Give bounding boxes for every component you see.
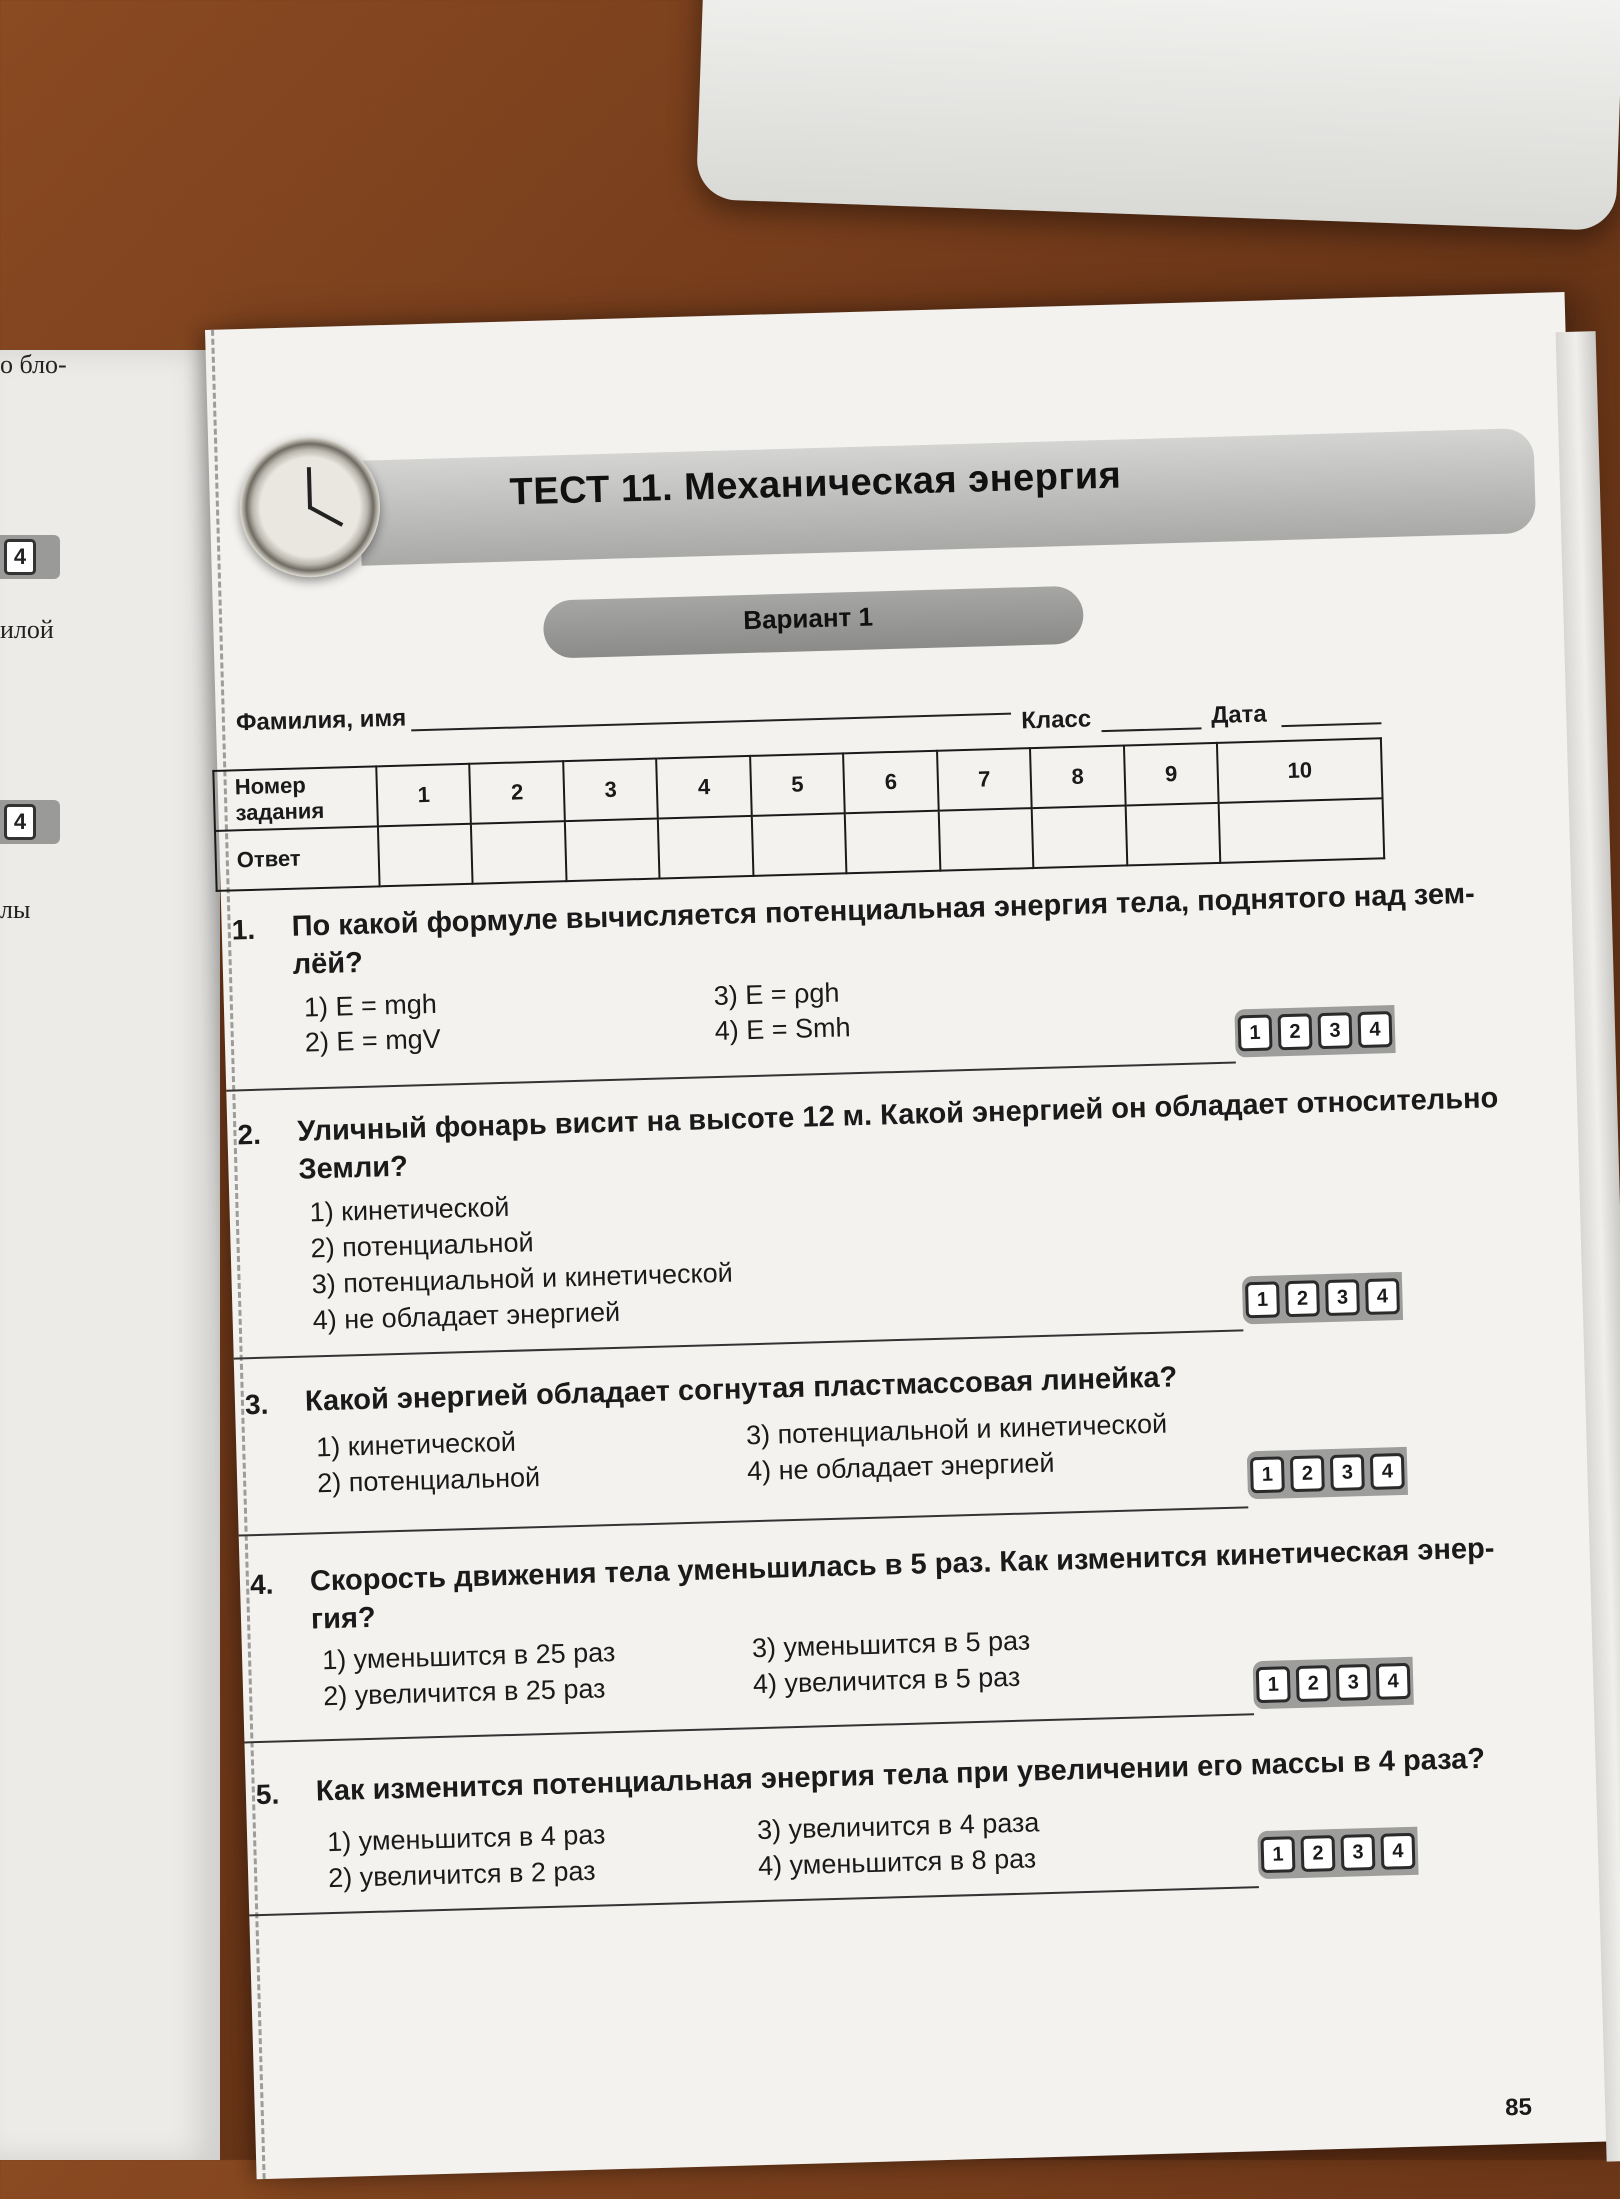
option: 4) не обладает энергией: [312, 1296, 621, 1336]
option: 2) увеличится в 2 раз: [327, 1855, 596, 1894]
task-number-cell: 9: [1124, 743, 1219, 806]
question-text: Уличный фонарь висит на высоте 12 м. Какой энергией он обладает относительно Земли?: [296, 1082, 1499, 1186]
question-text: По какой формуле вычисляется потенциальная энергия тела, поднятого над зем- лёй?: [291, 877, 1476, 981]
option: 2) увеличится в 25 раз: [322, 1673, 606, 1712]
separator: [239, 1506, 1249, 1536]
question-text: Как изменится потенциальная энергия тела при увеличении его массы в 4 раза?: [315, 1742, 1486, 1808]
answer-boxes[interactable]: 1 2 3 4: [1247, 1447, 1408, 1499]
answer-cell[interactable]: [658, 816, 753, 879]
task-number-cell: 4: [657, 756, 752, 819]
name-line[interactable]: [411, 713, 1011, 732]
task-number-cell: 5: [750, 753, 845, 816]
date-label: Дата: [1210, 700, 1268, 730]
question-number: 2.: [237, 1118, 262, 1151]
answer-cell[interactable]: [752, 813, 847, 876]
task-number-cell: 6: [843, 751, 938, 814]
separator: [244, 1713, 1254, 1743]
page-title: ТЕСТ 11. Механическая энергия: [509, 454, 1122, 514]
option: 2) E = mgV: [304, 1023, 442, 1058]
page-edge: [1556, 331, 1620, 2161]
option: 3) уменьшится в 5 раз: [751, 1625, 1031, 1664]
option: 1) уменьшится в 4 раз: [326, 1819, 606, 1858]
option: 4) уменьшится в 8 раз: [757, 1843, 1037, 1882]
class-line[interactable]: [1102, 727, 1202, 732]
left-fragment: о бло-: [0, 350, 67, 379]
variant-label: Вариант 1: [742, 601, 874, 636]
option: 4) не обладает энергией: [746, 1447, 1055, 1487]
task-number-cell: 1: [376, 764, 471, 827]
option: 3) потенциальной и кинетической: [311, 1257, 734, 1300]
option: 3) потенциальной и кинетической: [745, 1408, 1168, 1451]
option: 1) кинетической: [315, 1426, 517, 1463]
answer-cell[interactable]: [471, 821, 566, 884]
option: 4) E = Smh: [714, 1012, 851, 1047]
option: 3) E = ρgh: [713, 977, 840, 1012]
option: 2) потенциальной: [310, 1227, 534, 1264]
question-text: Скорость движения тела уменьшилась в 5 раз. Как изменится кинетическая энер- гия?: [309, 1532, 1495, 1636]
class-label: Класс: [1020, 705, 1092, 735]
task-number-cell: 2: [470, 761, 565, 824]
answer-boxes[interactable]: 1 2 3 4: [1253, 1657, 1414, 1709]
option: 2) потенциальной: [316, 1462, 541, 1499]
answer-cell[interactable]: [938, 808, 1033, 871]
answer-cell[interactable]: [1219, 798, 1385, 863]
answer-boxes[interactable]: 1 2 3 4: [1234, 1005, 1395, 1057]
option: 4) увеличится в 5 раз: [752, 1661, 1021, 1700]
option: 1) E = mgh: [303, 988, 438, 1023]
answer-table: [212, 737, 1385, 892]
answer-cell[interactable]: [845, 811, 940, 874]
question-number: 4.: [249, 1568, 274, 1601]
task-number-cell: 8: [1030, 746, 1125, 809]
answer-boxes[interactable]: 1 2 3 4: [1257, 1827, 1418, 1879]
answer-cell[interactable]: [565, 819, 660, 882]
row-label-answer: Ответ: [215, 826, 380, 891]
left-answer-tab: 4: [0, 535, 60, 579]
question-number: 5.: [255, 1778, 280, 1811]
left-page: [0, 350, 220, 2160]
question-number: 3.: [244, 1388, 269, 1421]
question-number: 1.: [231, 913, 256, 946]
task-number-cell: 10: [1217, 738, 1383, 803]
row-label-task: Номер задания: [213, 766, 378, 831]
left-answer-tab: 4: [0, 800, 60, 844]
option: 3) увеличится в 4 раза: [756, 1807, 1040, 1846]
option: 1) кинетической: [309, 1191, 510, 1228]
white-device: [696, 0, 1620, 231]
clock-icon: [238, 435, 382, 579]
question-text: Какой энергией обладает согнутая пластмассовая линейка?: [304, 1361, 1178, 1418]
task-number-cell: 3: [563, 759, 658, 822]
answer-cell[interactable]: [378, 824, 473, 887]
answer-cell[interactable]: [1032, 805, 1127, 868]
name-label: Фамилия, имя: [235, 704, 407, 737]
answer-boxes[interactable]: 1 2 3 4: [1242, 1272, 1403, 1324]
separator: [226, 1062, 1236, 1092]
task-number-cell: 7: [937, 748, 1032, 811]
option: 1) уменьшится в 25 раз: [321, 1637, 616, 1676]
workbook-page: [205, 292, 1616, 2179]
date-line[interactable]: [1281, 722, 1381, 727]
answer-cell[interactable]: [1125, 803, 1220, 866]
page-number: 85: [1504, 2093, 1533, 2122]
left-fragment: лы: [0, 895, 31, 924]
left-fragment: илой: [0, 615, 54, 644]
